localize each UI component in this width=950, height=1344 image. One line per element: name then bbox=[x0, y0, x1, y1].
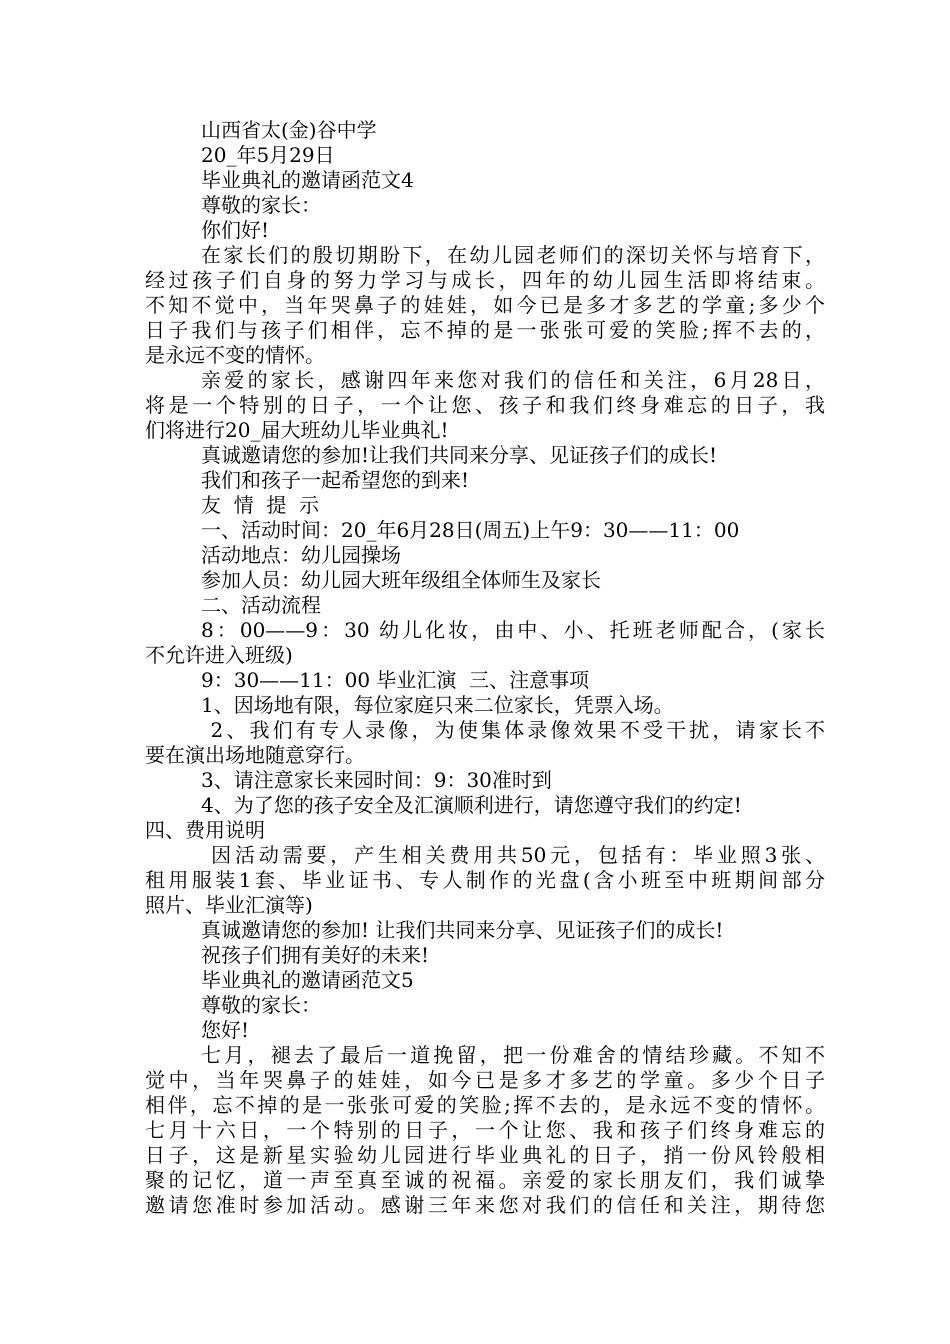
paragraph-line: 七月十六日，一个特别的日子，一个让您、我和孩子们终身难忘的 bbox=[145, 1118, 825, 1142]
fee-line: 因活动需要，产生相关费用共50元，包括有：毕业照3张、 bbox=[201, 843, 825, 867]
greeting: 您好! bbox=[201, 1018, 250, 1042]
paragraph-line: 聚的记忆，道一声至真至诚的祝福。亲爱的家长朋友们，我们诚挚 bbox=[145, 1168, 825, 1192]
blessing-line: 祝孩子们拥有美好的未来! bbox=[201, 943, 430, 967]
activity-time: 一、活动时间：20_年6月28日(周五)上午9：30——11：00 bbox=[201, 518, 740, 542]
paragraph-line: 七月，褪去了最后一道挽留，把一份难舍的情结珍藏。不知不 bbox=[201, 1043, 825, 1067]
notice-item: 要在演出场地随意穿行。 bbox=[145, 743, 365, 767]
paragraph-line: 们将进行20_届大班幼儿毕业典礼! bbox=[145, 418, 449, 442]
paragraph-line: 在家长们的殷切期盼下，在幼儿园老师们的深切关怀与培育下， bbox=[201, 243, 825, 267]
invitation-line: 真诚邀请您的参加! 让我们共同来分享、见证孩子们的成长! bbox=[201, 918, 724, 942]
paragraph-line: 不知不觉中，当年哭鼻子的娃娃，如今已是多才多艺的学童;多少个 bbox=[145, 293, 825, 317]
section-title-5: 毕业典礼的邀请函范文5 bbox=[201, 968, 414, 992]
fee-line: 照片、毕业汇演等) bbox=[145, 893, 313, 917]
paragraph-line: 将是一个特别的日子，一个让您、孩子和我们终身难忘的日子，我 bbox=[145, 393, 825, 417]
paragraph-line: 日子，这是新星实验幼儿园进行毕业典礼的日子，捎一份风铃般相 bbox=[145, 1143, 825, 1167]
school-name: 山西省太(金)谷中学 bbox=[201, 118, 377, 142]
paragraph-line: 经过孩子们自身的努力学习与成长，四年的幼儿园生活即将结束。 bbox=[145, 268, 825, 292]
process-item: 9：30——11：00 毕业汇演 三、注意事项 bbox=[201, 668, 590, 692]
section-title-4: 毕业典礼的邀请函范文4 bbox=[201, 168, 414, 192]
salutation: 尊敬的家长： bbox=[201, 193, 321, 217]
salutation: 尊敬的家长： bbox=[201, 993, 321, 1017]
process-item: 8：00——9：30 幼儿化妆，由中、小、托班老师配合，(家长 bbox=[201, 618, 825, 642]
invitation-line: 真诚邀请您的参加!让我们共同来分享、见证孩子们的成长! bbox=[201, 443, 718, 467]
process-item: 不允许进入班级) bbox=[145, 643, 293, 667]
paragraph-line: 亲爱的家长，感谢四年来您对我们的信任和关注，6月28日， bbox=[201, 368, 825, 392]
participants: 参加人员：幼儿园大班年级组全体师生及家长 bbox=[201, 568, 601, 592]
notice-item: 3、请注意家长来园时间：9：30准时到 bbox=[201, 768, 552, 792]
paragraph-line: 邀请您准时参加活动。感谢三年来您对我们的信任和关注，期待您 bbox=[145, 1193, 825, 1217]
activity-location: 活动地点：幼儿园操场 bbox=[201, 543, 401, 567]
hope-line: 我们和孩子一起希望您的到来! bbox=[201, 468, 470, 492]
paragraph-line: 相伴，忘不掉的是一张张可爱的笑脸;挥不去的，是永远不变的情怀。 bbox=[145, 1093, 825, 1117]
fee-line: 租用服装1套、毕业证书、专人制作的光盘(含小班至中班期间部分 bbox=[145, 868, 825, 892]
notice-item: 1、因场地有限，每位家庭只来二位家长，凭票入场。 bbox=[201, 693, 674, 717]
notice-item: 2、我们有专人录像，为使集体录像效果不受干扰，请家长不 bbox=[201, 718, 825, 742]
tips-heading: 友 情 提 示 bbox=[201, 493, 320, 517]
paragraph-line: 日子我们与孩子们相伴，忘不掉的是一张张可爱的笑脸;挥不去的， bbox=[145, 318, 825, 342]
notice-item: 4、为了您的孩子安全及汇演顺利进行，请您遵守我们的约定! bbox=[201, 793, 742, 817]
paragraph-line: 觉中，当年哭鼻子的娃娃，如今已是多才多艺的学童。多少个日子 bbox=[145, 1068, 825, 1092]
date-line: 20_年5月29日 bbox=[201, 143, 335, 167]
fee-heading: 四、费用说明 bbox=[145, 818, 265, 842]
process-heading: 二、活动流程 bbox=[201, 593, 321, 617]
paragraph-line: 是永远不变的情怀。 bbox=[145, 343, 325, 367]
document-page bbox=[145, 118, 825, 1218]
greeting: 你们好! bbox=[201, 218, 270, 242]
